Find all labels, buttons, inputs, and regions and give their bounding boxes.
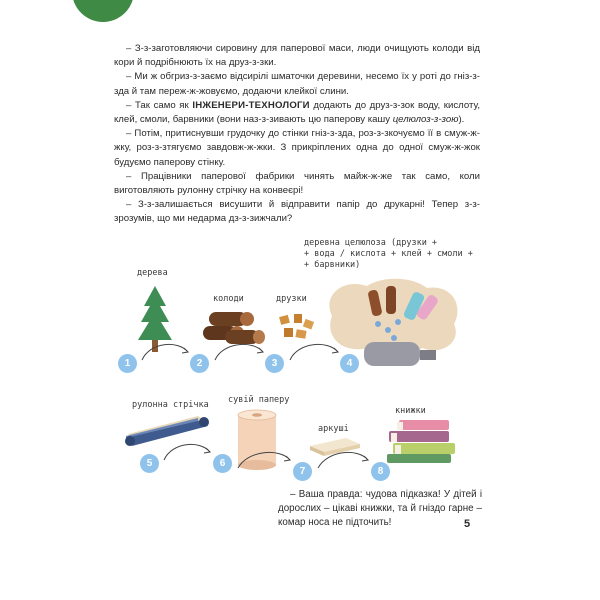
step-4-badge: 4 [340,354,359,373]
arrow-6-7 [236,446,294,472]
paragraph-5: – Працівники паперової фабрики чинять майж-ж-же так само, коли виготовляють рулонну стрічку на конвеєрі! [114,170,480,197]
arrow-1-2 [140,338,192,364]
label-books: книжки [395,406,426,416]
label-pulp [304,238,474,271]
arrow-3-4 [288,338,342,364]
step-8-badge: 8 [371,462,390,481]
label-trees: дерева [137,268,168,278]
paragraph-6: – З-з-залишається висушити й відправити папір до друкарні! Тепер з-з-зрозумів, що ми недарма дз-з-зижчали? [114,199,480,225]
label-pulp-line1: деревна целюлоза (друзки + [304,238,438,248]
label-roll: сувій паперу [228,395,290,405]
closing-paragraph: – Ваша правда: чудова підказка! У дітей і дорослих – цікаві книжки, та й гніздо гарне – комар носа не підточить! [278,489,482,529]
cellulose-italic: целюлоз-з-зою [392,114,459,126]
paragraph-3-start: – Так само як [126,99,193,111]
step-2-badge: 2 [190,354,209,373]
label-chips: друзки [276,294,307,304]
paragraph-2: – Ми ж обгриз-з-заємо відсирілі шматочки деревини, несемо їх у роті до гніз-з-зда й там переж-ж-жовуємо, додаючи клейкої слини. [114,71,480,97]
label-logs: колоди [213,294,244,304]
arrow-2-3 [213,338,267,364]
arrow-5-6 [162,438,214,464]
closing-text [278,488,482,531]
paragraph-3-middle: додають до друз-з-зок воду, кислоту, клей, смоли, барвники (вони наз-з-зивають цю паперову кашу [114,99,480,126]
paragraph-1: – З-з-заготовляючи сировину для паперової маси, люди очищують колоди від кори й подрібнюють їх на друз-з-зки. [114,43,480,69]
corner-decoration [72,0,134,22]
main-text [114,42,480,227]
engineers-highlight: ІНЖЕНЕРИ-ТЕХНОЛОГИ [192,99,310,111]
paragraph-3 [114,99,480,127]
label-pulp-line2: + вода / кислота + клей + смоли + [304,249,473,259]
label-sheets: аркуші [318,424,349,434]
page-number: 5 [464,518,471,530]
label-tape: рулонна стрічка [132,400,209,410]
step-6-badge: 6 [213,454,232,473]
step-7-badge: 7 [293,462,312,481]
step-1-badge: 1 [118,354,137,373]
paragraph-4: – Потім, притиснувши грудочку до стінки гніз-з-зда, роз-з-зкочуємо її в смуж-ж-жку, роз-з-зтягуємо завдовж-ж-жки. З прикріплених одна до одної смуж-ж-жок будуємо паперову стінку. [114,128,480,168]
step-3-badge: 3 [265,354,284,373]
step-5-badge: 5 [140,454,159,473]
paragraph-3-end: ). [458,114,465,126]
label-pulp-line3: + барвники) [304,260,361,270]
books-illustration [385,418,461,464]
arrow-7-8 [316,446,372,472]
